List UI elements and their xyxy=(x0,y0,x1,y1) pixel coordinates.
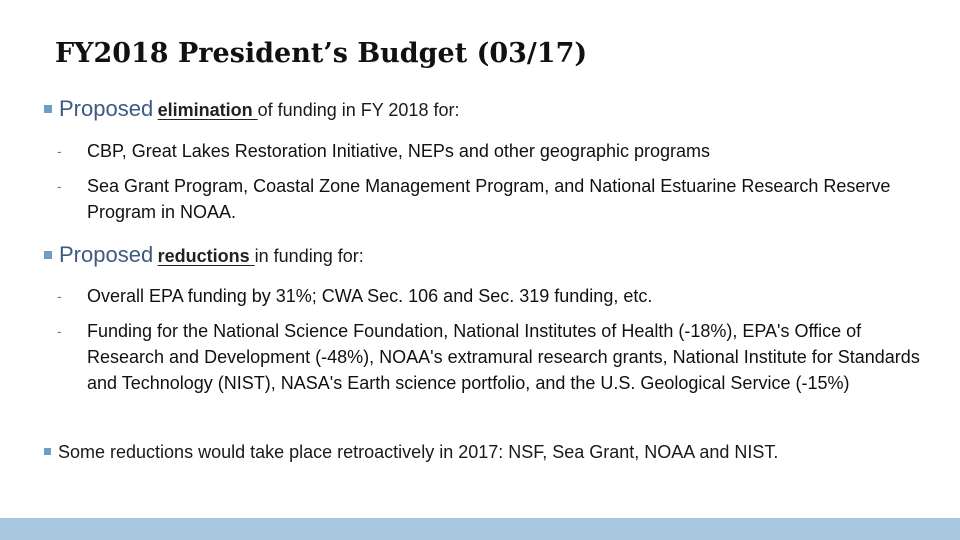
dash-marker: - xyxy=(57,288,62,304)
square-bullet-icon xyxy=(44,448,51,455)
dash-marker: - xyxy=(57,178,62,194)
sub-bullet-research-funding xyxy=(57,318,927,396)
reductions-rest: in funding for: xyxy=(254,246,364,266)
sub-bullet-text: Funding for the National Science Foundation, National Institutes of Health (-18%), EPA's Office of Research and Development (-48%), NOAA's extramural research grants, National Institute for Standards and Technology (NIST), NASA's Earth science portfolio, and the U.S. Geological Service (-15%) xyxy=(87,321,920,393)
slide-title: FY2018 President’s Budget (03/17) xyxy=(55,38,588,69)
sub-bullet-text: Sea Grant Program, Coastal Zone Management Program, and National Estuarine Research Reserve Program in NOAA. xyxy=(87,176,891,222)
bullet-retroactive xyxy=(44,442,944,463)
sub-bullet-geographic-programs xyxy=(57,138,927,164)
dash-marker: - xyxy=(57,323,62,339)
sub-bullet-text: CBP, Great Lakes Restoration Initiative, NEPs and other geographic programs xyxy=(87,141,710,161)
retroactive-text: Some reductions would take place retroactively in 2017: NSF, Sea Grant, NOAA and NIST. xyxy=(58,442,779,462)
square-bullet-icon xyxy=(44,251,52,259)
reductions-keyword: reductions xyxy=(157,246,255,266)
elimination-rest: of funding in FY 2018 for: xyxy=(257,100,460,120)
bullet-elimination xyxy=(44,96,944,122)
sub-bullet-epa-funding xyxy=(57,283,927,309)
dash-marker: - xyxy=(57,143,62,159)
proposed-label: Proposed xyxy=(59,242,154,267)
bullet-reductions xyxy=(44,242,944,268)
square-bullet-icon xyxy=(44,105,52,113)
proposed-label: Proposed xyxy=(59,96,154,121)
footer-bar xyxy=(0,518,960,540)
sub-bullet-noaa-programs xyxy=(57,173,927,225)
sub-bullet-text: Overall EPA funding by 31%; CWA Sec. 106 and Sec. 319 funding, etc. xyxy=(87,286,653,306)
elimination-keyword: elimination xyxy=(157,100,258,120)
